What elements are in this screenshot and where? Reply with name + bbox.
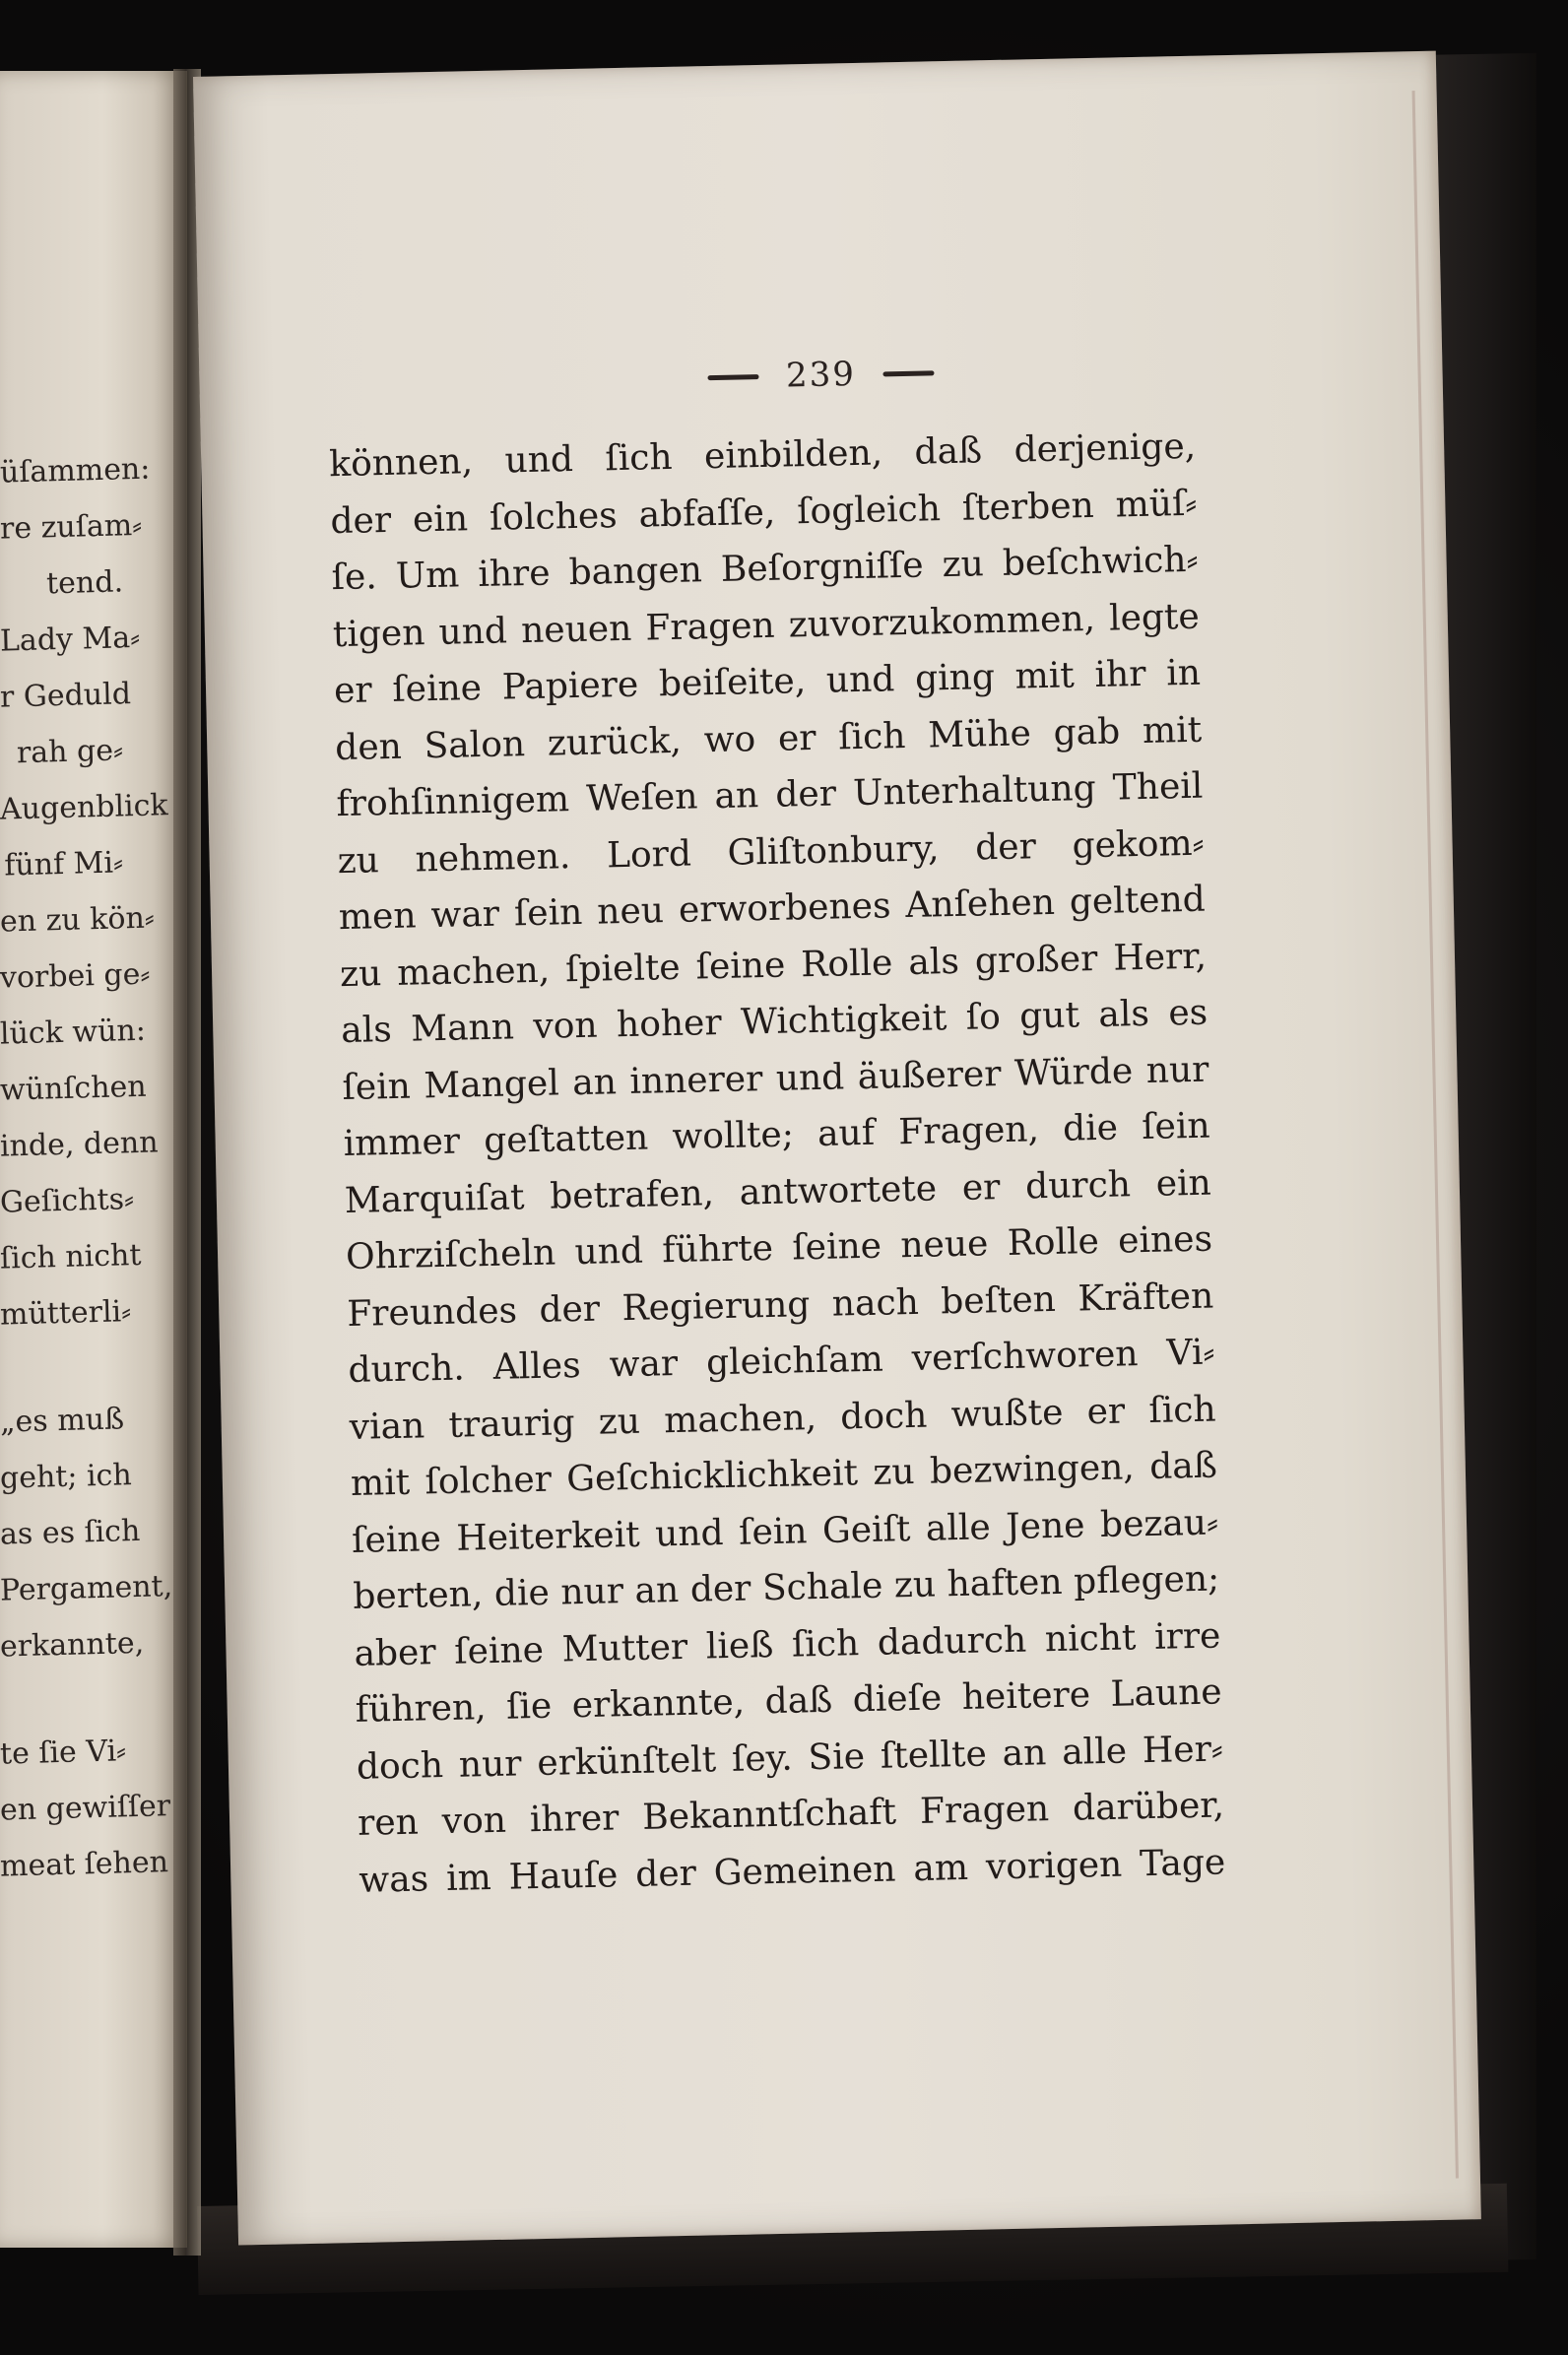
left-line: Geſichts⸗ [0,1182,135,1220]
text-line: aber ſeine Mutter ließ ſich dadurch nicht irre [354,1615,1221,1674]
left-line: erkannte, [0,1625,145,1665]
text-line: vian traurig zu machen, doch wußte er ſich [349,1389,1216,1448]
text-line: men war ſein neu erworbenes Anſehen geltend [338,879,1207,939]
left-line: as es ſich [0,1513,141,1552]
left-line: rah ge⸗ [16,733,124,771]
left-line: te ſie Vi⸗ [0,1734,127,1772]
page-number: 239 [785,354,857,396]
text-line: Ohrziſcheln und führte ſeine neue Rolle eines [345,1218,1213,1278]
text-line: ſein Mangel an innerer und äußerer Würde nur [342,1049,1209,1108]
left-line: mütterli⸗ [0,1294,132,1333]
left-line: tend. [45,564,124,602]
book-gutter [173,69,201,2256]
body-text [329,419,1226,1909]
text-line: können, und ſich einbilden, daß derjenige, [328,425,1197,486]
left-line: geht; ich [0,1458,133,1496]
text-line: führen, ſie erkannte, daß dieſe heitere Laune [355,1671,1223,1731]
text-line: er ſeine Papiere beiſeite, und ging mit ihr in [333,652,1202,712]
text-line: ſeine Heiterkeit und ſein Geiſt alle Jene bezau⸗ [351,1502,1219,1561]
page-header [199,341,1443,410]
text-line: zu machen, ſpielte ſeine Rolle als großer Herr, [339,936,1208,995]
left-line: wünſchen [0,1069,148,1108]
text-line: durch. Alles war gleichſam verſchworen Vi⸗ [348,1332,1215,1391]
left-line: Augenblick [0,788,169,827]
text-line: der ein ſolches abfaſſe, ſogleich ſterben müſ⸗ [330,483,1198,542]
left-line: r Geduld [0,677,132,715]
text-line: den Salon zurück, wo er ſich Mühe gab mit [334,709,1203,768]
left-line: „es muß [0,1402,125,1440]
left-page [0,71,187,2248]
header-dash-right [883,370,935,376]
text-line: berten, die nur an der Schale zu haften pflegen; [352,1558,1220,1617]
left-line: lück wün: [0,1013,147,1052]
left-line: üſammen: [0,451,151,491]
left-page-text [0,443,173,1893]
text-line: als Mann von hoher Wichtigkeit ſo gut als es [340,992,1209,1052]
left-line: re zuſam⸗ [0,507,143,547]
text-line: was im Hauſe der Gemeinen am vorigen Tage [358,1841,1226,1901]
left-line: Pergament, [0,1569,173,1608]
text-line: frohſinnigem Weſen an der Unterhaltung Theil [336,765,1204,825]
left-line: en zu kön⸗ [0,900,156,940]
left-line: ſich nicht [0,1237,142,1276]
header-dash-left [707,374,758,380]
left-line: en gewiſſer [0,1789,171,1828]
text-line: tigen und neuen Fragen zuvorzukommen, legte [332,596,1201,655]
text-line: zu nehmen. Lord Gliſtonbury, der gekom⸗ [337,822,1205,882]
right-page [193,51,1481,2246]
text-line: doch nur erkünſtelt ſey. Sie ſtellte an alle Her⸗ [356,1728,1224,1788]
text-line: Freundes der Regierung nach beſten Kräften [346,1276,1214,1335]
left-line: fünf Mi⸗ [3,845,124,883]
left-line: inde, denn [0,1125,159,1164]
text-line: ſe. Um ihre bangen Beſorgniſſe zu beſchwich⸗ [331,539,1199,599]
text-line: Marquiſat betrafen, antwortete er durch ein [344,1162,1212,1221]
text-line: mit ſolcher Geſchicklichkeit zu bezwingen, daß [350,1445,1218,1504]
text-line: immer geſtatten wollte; auf Fragen, die ſein [343,1105,1210,1165]
left-line: meat ſehen [0,1845,169,1884]
text-line: ren von ihrer Bekanntſchaft Fragen darüber, [357,1785,1225,1844]
left-line: Lady Ma⸗ [0,620,141,659]
left-line: vorbei ge⸗ [0,956,151,996]
